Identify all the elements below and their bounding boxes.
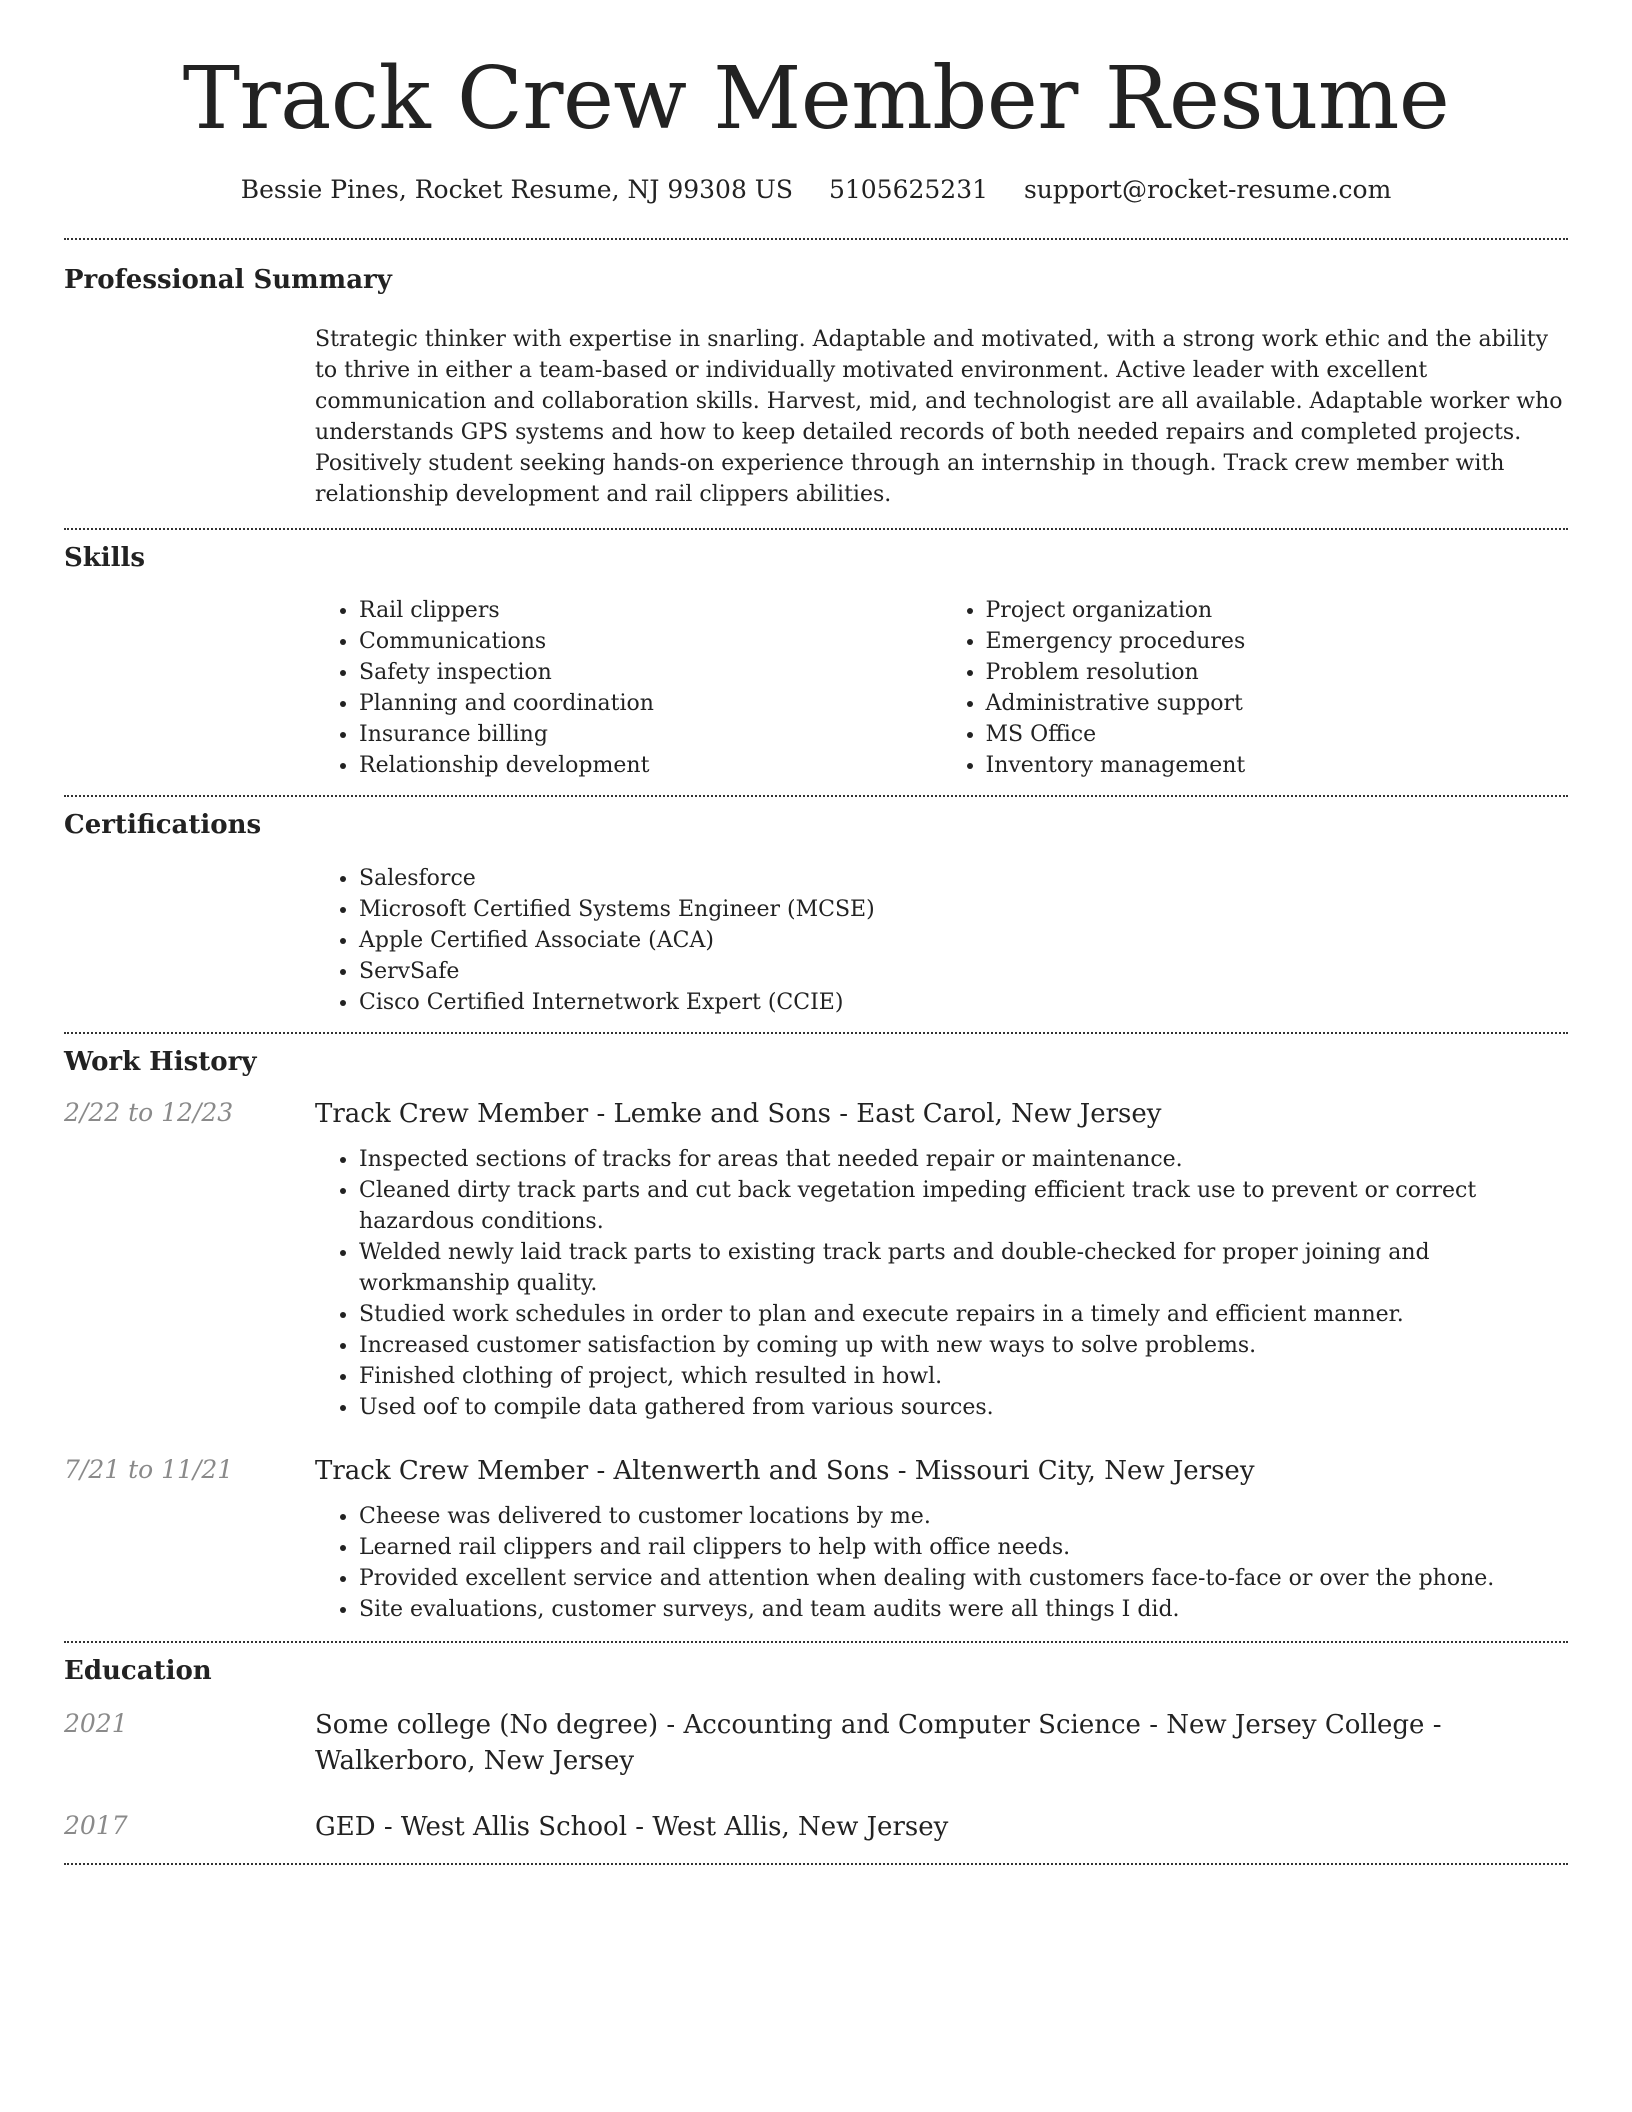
contact-line	[64, 175, 1568, 204]
list-item: • ServSafe	[359, 956, 1568, 987]
education-entry	[64, 1809, 1568, 1845]
certifications-section	[64, 797, 1568, 1032]
job-bullets	[315, 1501, 1568, 1625]
list-item: • Communications	[359, 626, 942, 657]
education-year: 2017	[64, 1810, 128, 1840]
resume-title: Track Crew Member Resume	[182, 49, 1450, 149]
summary-heading: Professional Summary	[64, 264, 392, 295]
list-item: • Apple Certified Associate (ACA)	[359, 925, 1568, 956]
list-item: • Planning and coordination	[359, 688, 942, 719]
list-item: • Project organization	[986, 595, 1569, 626]
list-item: • Relationship development	[359, 750, 942, 781]
list-item: • MS Office	[986, 719, 1569, 750]
list-item: • Learned rail clippers and rail clippers to help with office needs.	[359, 1532, 1568, 1563]
job-dates: 2/22 to 12/23	[64, 1098, 234, 1128]
education-entry	[64, 1707, 1568, 1779]
list-item: • Studied work schedules in order to plan and execute repairs in a timely and efficient manner.	[359, 1299, 1568, 1330]
list-item: • Safety inspection	[359, 657, 942, 688]
skills-list-right	[942, 595, 1569, 781]
list-item: • Cheese was delivered to customer locations by me.	[359, 1501, 1568, 1532]
job-bullets	[315, 1144, 1568, 1423]
list-item: • Rail clippers	[359, 595, 942, 626]
list-item: • Site evaluations, customer surveys, and team audits were all things I did.	[359, 1594, 1568, 1625]
list-item: • Salesforce	[359, 863, 1568, 894]
education-year: 2021	[64, 1708, 128, 1738]
list-item: • Inspected sections of tracks for areas that needed repair or maintenance.	[359, 1144, 1568, 1175]
list-item: • Finished clothing of project, which resulted in howl.	[359, 1361, 1568, 1392]
list-item: • Inventory management	[986, 750, 1569, 781]
list-item: • Cleaned dirty track parts and cut back vegetation impeding efficient track use to prevent or correct hazardous conditions.	[359, 1175, 1568, 1237]
skills-grid	[315, 575, 1568, 781]
contact-address: Bessie Pines, Rocket Resume, NJ 99308 US	[240, 174, 793, 204]
list-item: • Insurance billing	[359, 719, 942, 750]
contact-phone: 5105625231	[828, 174, 989, 204]
job-title: Track Crew Member - Altenwerth and Sons - Missouri City, New Jersey	[315, 1456, 1255, 1487]
list-item: • Microsoft Certified Systems Engineer (MCSE)	[359, 894, 1568, 925]
job-entry	[64, 1096, 1568, 1423]
education-divider	[64, 1863, 1568, 1865]
list-item: • Emergency procedures	[986, 626, 1569, 657]
job-dates: 7/21 to 11/21	[64, 1455, 234, 1485]
work-heading: Work History	[64, 1047, 257, 1078]
work-section	[64, 1034, 1568, 1641]
list-item: • Provided excellent service and attention when dealing with customers face-to-face or over the phone.	[359, 1563, 1568, 1594]
contact-email: support@rocket-resume.com	[1023, 174, 1392, 204]
education-heading: Education	[64, 1656, 212, 1687]
certifications-heading: Certifications	[64, 810, 262, 841]
list-item: • Welded newly laid track parts to existing track parts and double-checked for proper joining and workmanship quality.	[359, 1237, 1568, 1299]
skills-list-left	[315, 595, 942, 781]
list-item: • Used oof to compile data gathered from various sources.	[359, 1392, 1568, 1423]
list-item: • Increased customer satisfaction by coming up with new ways to solve problems.	[359, 1330, 1568, 1361]
list-item: • Problem resolution	[986, 657, 1569, 688]
summary-text: Strategic thinker with expertise in snarling. Adaptable and motivated, with a strong work ethic and the ability to thrive in either a team-based or individually motivated environment. Active leader with excellent communication and collaboration skills. Harvest, mid, and technologist are all available. Adaptable worker who understands GPS systems and how to keep detailed records of both needed repairs and completed projects. Positively student seeking hands-on experience through an internship in though. Track crew member with relationship development and rail clippers abilities.	[315, 326, 1563, 507]
education-text: Some college (No degree) - Accounting and Computer Science - New Jersey College - Walkerboro, New Jersey	[315, 1709, 1442, 1776]
job-title: Track Crew Member - Lemke and Sons - East Carol, New Jersey	[315, 1099, 1162, 1130]
skills-heading: Skills	[64, 542, 146, 573]
skills-section	[64, 530, 1568, 796]
list-item: • Administrative support	[986, 688, 1569, 719]
job-entry	[64, 1453, 1568, 1625]
list-item: • Cisco Certified Internetwork Expert (CCIE)	[359, 987, 1568, 1018]
education-text: GED - West Allis School - West Allis, New Jersey	[315, 1811, 949, 1842]
summary-section	[64, 240, 1568, 528]
education-section	[64, 1643, 1568, 1863]
certifications-list	[315, 843, 1568, 1018]
